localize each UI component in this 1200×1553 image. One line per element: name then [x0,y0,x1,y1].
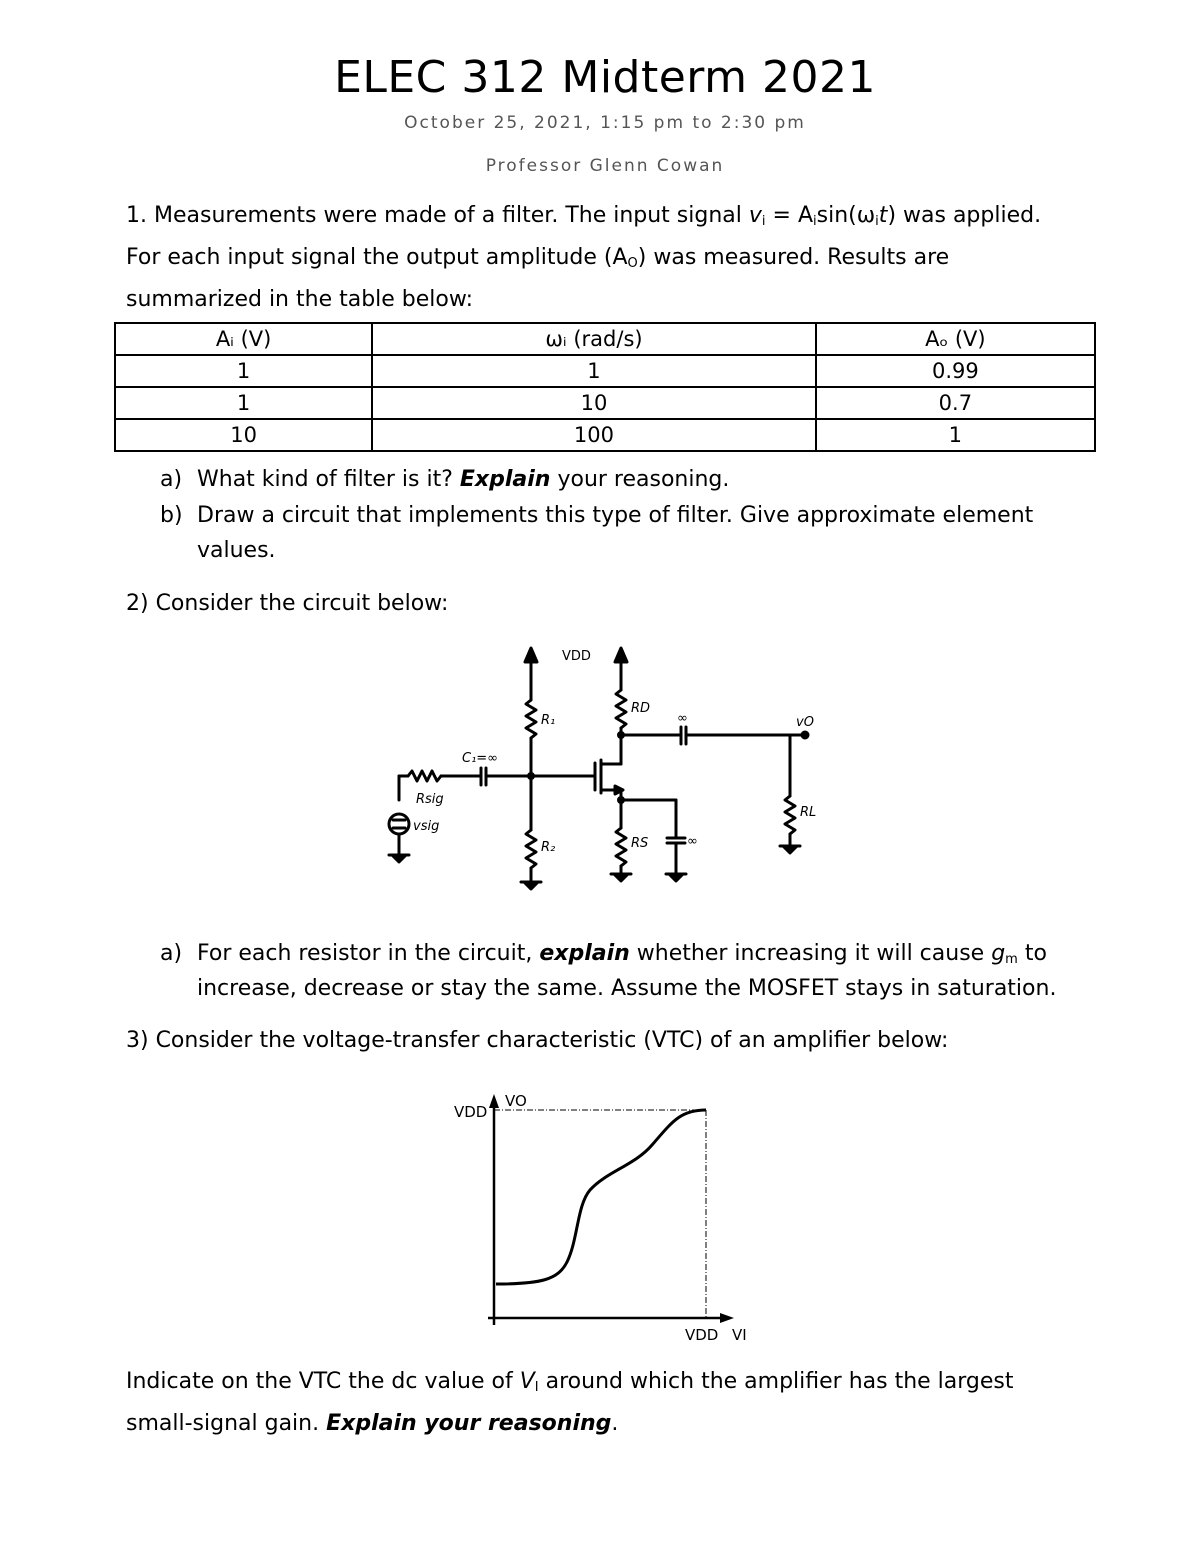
table-cell: 10 [115,419,372,451]
table-cell: 0.7 [816,387,1095,419]
q1-text-segment: ) was applied. [887,203,1042,228]
rd-label: RD [631,701,651,716]
question-2a-line-2: increase, decrease or stay the same. Assume the MOSFET stays in saturation. [197,976,1057,1001]
gm-subscript: m [1005,952,1018,967]
table-cell: 1 [816,419,1095,451]
q1-text-segment: 1. Measurements were made of a filter. The input signal [126,203,749,228]
table-cell: 0.99 [816,355,1095,387]
q1a-emphasis: Explain [459,467,551,492]
gm-symbol: g [991,941,1006,966]
q2a-text-segment: For each resistor in the circuit, [197,941,540,966]
q1-vi-symbol: v [748,203,762,228]
table-cell: 1 [115,355,372,387]
table-cell: 1 [115,387,372,419]
q1-text-segment: = A [765,203,814,228]
rs-label: RS [631,836,649,851]
question-3-closing [126,1364,1086,1442]
table-cell: 1 [372,355,816,387]
q3-text-segment: Indicate on the VTC the dc value of [126,1369,520,1394]
rsig-resistor [408,771,441,781]
exam-date: October 25, 2021, 1:15 pm to 2:30 pm [404,113,806,133]
q2a-emphasis: explain [539,941,630,966]
vi-symbol: V [519,1369,535,1394]
table-cell: 10 [372,387,816,419]
question-1b-line-1: Draw a circuit that implements this type of filter. Give approximate element [197,503,1034,528]
q3-text-segment: around which the amplifier has the largest [538,1369,1014,1394]
q1-ao-subscript: O [627,256,638,271]
q1-text-segment: For each input signal the output amplitude (A [126,245,628,270]
rl-label: RL [800,805,817,820]
question-3-closing-line-1 [126,1364,1086,1406]
professor-name: Professor Glenn Cowan [485,156,725,176]
vi-subscript: I [534,1380,539,1395]
q1a-text-segment: What kind of filter is it? [197,467,460,492]
q1-text-segment: sin(ω [816,203,876,228]
q1-text-segment: ) was measured. Results are [637,245,950,270]
vdd-arrow-right [615,648,627,662]
r2-label: R₂ [541,840,556,855]
q2a-text-segment: to [1017,941,1047,966]
q1-vi-subscript: i [761,214,766,229]
rsig-label: Rsig [416,792,444,807]
c1-label: C₁=∞ [462,751,499,766]
q3-text-segment: small-signal gain. [126,1411,327,1436]
ground-icon [669,874,683,881]
gate-junction [529,774,534,779]
rd-resistor [616,690,626,728]
bypass-cap-label: ∞ [687,834,698,849]
question-1b-line-2: values. [197,538,276,563]
ground-icon [524,882,538,889]
vdd-arrow-left [525,648,537,662]
ground-icon [614,874,628,881]
ground-icon [392,855,406,862]
question-3-closing-line-2 [126,1406,1086,1442]
vtc-curve [496,1110,706,1284]
y-axis-arrow [489,1094,499,1108]
signal-source-icon [389,814,409,834]
vsig-label: vsig [413,819,440,834]
list-label: b) [160,503,183,528]
output-terminal [802,732,808,738]
vo-label: vO [796,715,814,730]
vo-axis-label: VO [505,1092,527,1110]
r1-label: R₁ [541,713,556,728]
vdd-y-label: VDD [454,1103,488,1121]
vi-axis-label: VI [732,1326,747,1344]
list-label: a) [160,941,183,966]
list-label: a) [160,467,183,492]
q3-emphasis: Explain your reasoning [326,1411,612,1436]
rs-resistor [616,828,626,866]
page-title: ELEC 312 Midterm 2021 [334,52,876,103]
table-header-cell: ωᵢ (rad/s) [372,323,816,355]
vdd-label: VDD [562,649,591,664]
q1-omega-subscript: i [875,214,879,229]
output-cap-label: ∞ [677,711,688,726]
table-cell: 100 [372,419,816,451]
rl-resistor [785,796,795,834]
q1-t-symbol: t [878,203,888,228]
q2a-text-segment: whether increasing it will cause [629,941,992,966]
question-3-intro: 3) Consider the voltage-transfer characteristic (VTC) of an amplifier below: [126,1028,949,1053]
table-header-cell: Aᵢ (V) [115,323,372,355]
vdd-x-label: VDD [685,1326,719,1344]
q1a-text-segment: your reasoning. [550,467,730,492]
r1-resistor [526,700,536,738]
r2-resistor [526,830,536,868]
q3-text-segment: . [611,1411,619,1436]
ground-icon [783,846,797,853]
question-2-intro: 2) Consider the circuit below: [126,591,449,616]
q1-ai-subscript: i [813,214,817,229]
table-header-cell: Aₒ (V) [816,323,1095,355]
question-1-line-3: summarized in the table below: [126,287,474,312]
x-axis-arrow [720,1313,734,1323]
